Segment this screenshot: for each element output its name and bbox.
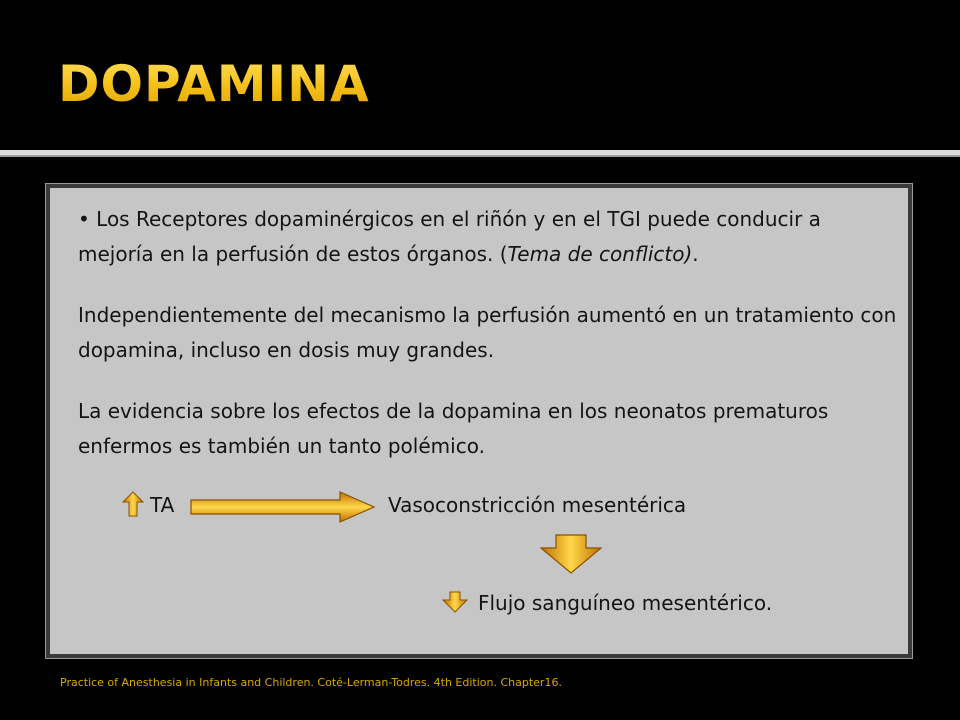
result-label: Flujo sanguíneo mesentérico. bbox=[478, 591, 773, 615]
paragraph-evidencia: La evidencia sobre los efectos de la dopamina en los neonatos prematuros enfermos es también un tanto polémico. bbox=[78, 399, 829, 458]
paragraph-perfusion: Independientemente del mecanismo la perfusión aumentó en un tratamiento con dopamina, incluso en dosis muy grandes. bbox=[78, 303, 897, 362]
bullet: • bbox=[78, 207, 90, 231]
paragraph-receptores-end: . bbox=[692, 242, 699, 266]
arrow-up-icon bbox=[122, 491, 144, 517]
diagram-result-row bbox=[442, 587, 862, 623]
paragraph-receptores-text: Los Receptores dopaminérgicos en el riñón y en el TGI puede conducir a mejoría en la perfusión de estos órganos. ( bbox=[78, 207, 821, 266]
paragraph-receptores bbox=[78, 202, 898, 272]
content-box bbox=[46, 184, 912, 658]
arrow-down-icon bbox=[540, 534, 602, 574]
paragraph-receptores-italic: Tema de conflicto) bbox=[507, 242, 693, 266]
header-divider-shadow bbox=[0, 155, 960, 157]
effect-label: Vasoconstricción mesentérica bbox=[388, 493, 687, 517]
slide-title: DOPAMINA bbox=[58, 52, 370, 116]
slide-header bbox=[0, 0, 960, 150]
citation-footer: Practice of Anesthesia in Infants and Children. Coté-Lerman-Todres. 4th Edition. Chapter16. bbox=[60, 676, 562, 689]
arrow-down-small-icon bbox=[442, 591, 468, 613]
arrow-right-icon bbox=[190, 491, 376, 523]
cause-label: TA bbox=[150, 493, 175, 517]
diagram-cause-row bbox=[122, 487, 822, 527]
